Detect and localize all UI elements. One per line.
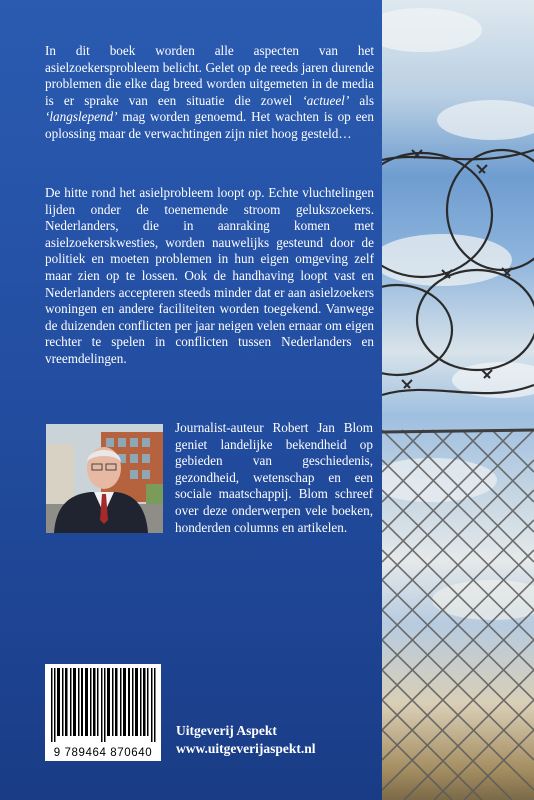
publisher-website: www.uitgeverijaspekt.nl	[176, 741, 316, 756]
fence-illustration	[382, 0, 534, 800]
barbed-wire-fence-photo	[382, 0, 534, 800]
author-portrait-illustration	[46, 424, 163, 533]
description-paragraph-2: De hitte rond het asielprobleem loopt op. Echte vluchtelingen lijden onder de toenemende stroom gelukszoekers. Nederlanders, die in aanraking komen met asielzoekerskwesties, worden nauwelijks gesteund door de politiek en moeten problemen in hun eigen omgeving zelf maar zien op te lossen. Ook de handhaving loopt vast en Nederlanders accepteren steeds minder dat er aan asielzoekers woningen en andere faciliteiten worden toegekend. Vanwege de duizenden conflicten per jaar neigen velen ernaar om eigen rechter te spelen in conflicten tussen Nederlanders en vreemdelingen.	[45, 185, 374, 366]
isbn-number: 9 789464 870640	[53, 747, 153, 759]
author-bio: Journalist-auteur Robert Jan Blom geniet landelijke bekendheid op gebieden van geschiedenis, gezondheid, wetenschap en een sociale maatschappij. Blom schreef over deze onderwerpen vele boeken, honderden columns en artikelen.	[175, 420, 373, 535]
p1-italic-actueel: ‘actueel’	[302, 92, 350, 108]
p1-text-a: In dit boek worden alle aspecten van het asielzoekersprobleem belicht. Gelet op de reeds jaren durende problemen die elke dag breed worden uitgemeten in de media is er sprake van een situatie die zowel	[45, 43, 374, 108]
description-paragraph-1	[45, 43, 374, 143]
isbn-barcode	[45, 664, 161, 761]
author-photo	[46, 424, 163, 533]
p1-text-c: mag worden genoemd. Het wachten is op een oplossing maar de verwachtingen zijn niet hoog gesteld…	[45, 109, 374, 141]
publisher-name: Uitgeverij Aspekt	[176, 723, 277, 738]
publisher-block	[176, 722, 316, 758]
barcode-bars	[49, 668, 157, 742]
p1-text-b: als	[349, 92, 374, 108]
p1-italic-langslepend: ‘langslepend’	[45, 109, 118, 125]
